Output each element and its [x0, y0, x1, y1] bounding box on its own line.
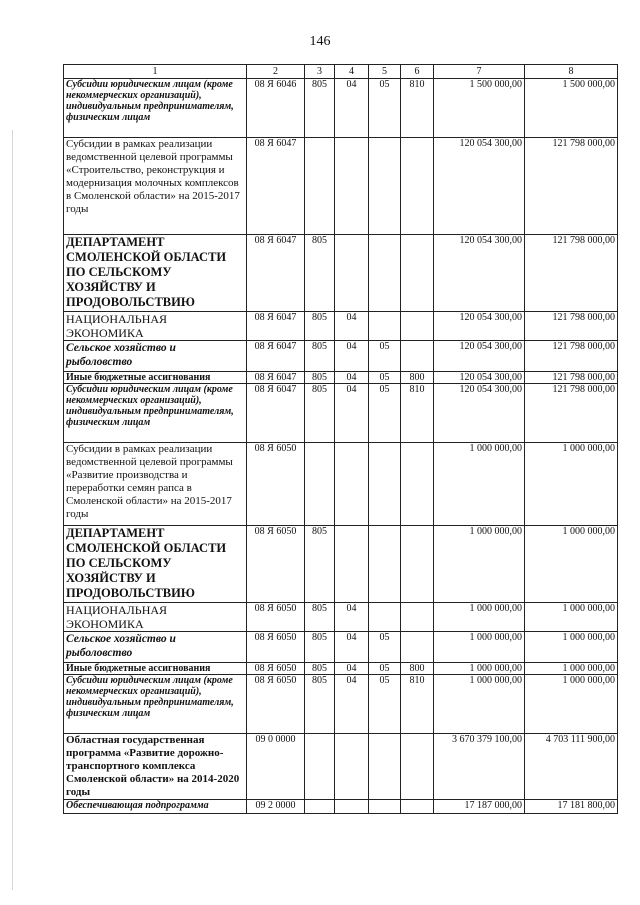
row-amount-2016-cell: 17 181 800,00 — [525, 800, 618, 814]
header-cell-4: 4 — [335, 65, 369, 79]
row-name-cell: Областная государственная программа «Развитие дорожно-транспортного комплекса Смоленской области» на 2014-2020 годы — [64, 734, 247, 800]
row-amount-2016-cell: 121 798 000,00 — [525, 372, 618, 384]
row-expense-type-cell — [401, 443, 434, 526]
row-expense-type-cell: 810 — [401, 384, 434, 443]
row-subsection-cell — [369, 235, 401, 312]
row-amount-2015-cell: 120 054 300,00 — [434, 235, 525, 312]
scan-margin-line — [12, 130, 13, 890]
row-expense-type-cell — [401, 800, 434, 814]
table-row — [64, 734, 618, 800]
table-row — [64, 384, 618, 443]
row-code-cell: 08 Я 6047 — [247, 138, 305, 235]
row-section-cell — [335, 443, 369, 526]
header-cell-7: 7 — [434, 65, 525, 79]
table-row — [64, 663, 618, 675]
row-code-cell: 08 Я 6050 — [247, 632, 305, 663]
row-subsection-cell — [369, 138, 401, 235]
row-amount-2016-cell: 1 000 000,00 — [525, 603, 618, 632]
row-code-cell: 08 Я 6047 — [247, 384, 305, 443]
row-section-cell: 04 — [335, 603, 369, 632]
header-cell-6: 6 — [401, 65, 434, 79]
row-subsection-cell: 05 — [369, 372, 401, 384]
row-name-cell: ДЕПАРТАМЕНТ СМОЛЕНСКОЙ ОБЛАСТИ ПО СЕЛЬСКОМУ ХОЗЯЙСТВУ И ПРОДОВОЛЬСТВИЮ — [64, 235, 247, 312]
row-subsection-cell: 05 — [369, 384, 401, 443]
row-subsection-cell: 05 — [369, 632, 401, 663]
row-expense-type-cell — [401, 235, 434, 312]
row-name-cell: Субсидии в рамках реализации ведомственной целевой программы «Строительство, реконструкция и модернизация молочных комплексов в Смоленской области» на 2015-2017 годы — [64, 138, 247, 235]
row-expense-type-cell: 810 — [401, 675, 434, 734]
row-section-cell — [335, 800, 369, 814]
row-code-cell: 08 Я 6050 — [247, 443, 305, 526]
table-row — [64, 79, 618, 138]
row-expense-type-cell: 800 — [401, 663, 434, 675]
row-name-cell: Субсидии юридическим лицам (кроме некоммерческих организаций), индивидуальным предпринимателям, физическим лицам — [64, 79, 247, 138]
row-amount-2015-cell: 3 670 379 100,00 — [434, 734, 525, 800]
row-amount-2015-cell: 120 054 300,00 — [434, 138, 525, 235]
table-row — [64, 372, 618, 384]
row-expense-type-cell — [401, 341, 434, 372]
header-cell-8: 8 — [525, 65, 618, 79]
header-cell-1: 1 — [64, 65, 247, 79]
row-section-cell: 04 — [335, 675, 369, 734]
table-header-row — [64, 65, 618, 79]
row-expense-type-cell — [401, 632, 434, 663]
row-amount-2016-cell: 1 500 000,00 — [525, 79, 618, 138]
row-amount-2016-cell: 121 798 000,00 — [525, 384, 618, 443]
row-expense-type-cell: 810 — [401, 79, 434, 138]
row-subsection-cell — [369, 734, 401, 800]
row-name-cell: НАЦИОНАЛЬНАЯ ЭКОНОМИКА — [64, 312, 247, 341]
row-subsection-cell — [369, 603, 401, 632]
row-ministry-cell: 805 — [305, 312, 335, 341]
row-section-cell: 04 — [335, 384, 369, 443]
table-row — [64, 632, 618, 663]
row-amount-2016-cell: 4 703 111 900,00 — [525, 734, 618, 800]
row-section-cell — [335, 235, 369, 312]
row-amount-2015-cell: 1 000 000,00 — [434, 632, 525, 663]
row-code-cell: 08 Я 6050 — [247, 675, 305, 734]
row-code-cell: 08 Я 6050 — [247, 603, 305, 632]
table-row — [64, 312, 618, 341]
row-ministry-cell: 805 — [305, 384, 335, 443]
row-subsection-cell — [369, 800, 401, 814]
header-cell-2: 2 — [247, 65, 305, 79]
row-code-cell: 08 Я 6046 — [247, 79, 305, 138]
row-section-cell: 04 — [335, 341, 369, 372]
row-amount-2016-cell: 121 798 000,00 — [525, 312, 618, 341]
table-row — [64, 235, 618, 312]
table-row — [64, 603, 618, 632]
row-name-cell: Иные бюджетные ассигнования — [64, 663, 247, 675]
row-name-cell: Сельское хозяйство и рыболовство — [64, 632, 247, 663]
header-cell-3: 3 — [305, 65, 335, 79]
row-section-cell: 04 — [335, 79, 369, 138]
row-ministry-cell — [305, 734, 335, 800]
row-name-cell: Обеспечивающая подпрограмма — [64, 800, 247, 814]
row-expense-type-cell — [401, 138, 434, 235]
row-ministry-cell: 805 — [305, 341, 335, 372]
row-expense-type-cell — [401, 603, 434, 632]
row-ministry-cell: 805 — [305, 675, 335, 734]
row-name-cell: Сельское хозяйство и рыболовство — [64, 341, 247, 372]
header-cell-5: 5 — [369, 65, 401, 79]
table-row — [64, 138, 618, 235]
row-code-cell: 08 Я 6047 — [247, 312, 305, 341]
row-name-cell: Иные бюджетные ассигнования — [64, 372, 247, 384]
row-name-cell: НАЦИОНАЛЬНАЯ ЭКОНОМИКА — [64, 603, 247, 632]
table-row — [64, 443, 618, 526]
row-name-cell: Субсидии в рамках реализации ведомственной целевой программы «Развитие производства и переработки семян рапса в Смоленской области» на 2015-2017 годы — [64, 443, 247, 526]
row-subsection-cell: 05 — [369, 675, 401, 734]
row-amount-2015-cell: 120 054 300,00 — [434, 312, 525, 341]
row-subsection-cell — [369, 443, 401, 526]
page-number: 146 — [309, 34, 331, 49]
row-amount-2015-cell: 1 000 000,00 — [434, 443, 525, 526]
row-code-cell: 08 Я 6047 — [247, 341, 305, 372]
row-amount-2015-cell: 120 054 300,00 — [434, 372, 525, 384]
row-ministry-cell — [305, 800, 335, 814]
row-amount-2016-cell: 1 000 000,00 — [525, 675, 618, 734]
row-section-cell: 04 — [335, 663, 369, 675]
row-amount-2015-cell: 1 000 000,00 — [434, 603, 525, 632]
table-row — [64, 526, 618, 603]
row-amount-2015-cell: 120 054 300,00 — [434, 341, 525, 372]
row-expense-type-cell — [401, 312, 434, 341]
row-name-cell: ДЕПАРТАМЕНТ СМОЛЕНСКОЙ ОБЛАСТИ ПО СЕЛЬСКОМУ ХОЗЯЙСТВУ И ПРОДОВОЛЬСТВИЮ — [64, 526, 247, 603]
row-code-cell: 09 0 0000 — [247, 734, 305, 800]
row-amount-2016-cell: 1 000 000,00 — [525, 632, 618, 663]
row-ministry-cell — [305, 138, 335, 235]
row-name-cell: Субсидии юридическим лицам (кроме некоммерческих организаций), индивидуальным предпринимателям, физическим лицам — [64, 384, 247, 443]
row-ministry-cell: 805 — [305, 526, 335, 603]
row-amount-2015-cell: 17 187 000,00 — [434, 800, 525, 814]
row-subsection-cell: 05 — [369, 663, 401, 675]
row-amount-2015-cell: 1 500 000,00 — [434, 79, 525, 138]
row-subsection-cell — [369, 312, 401, 341]
row-amount-2015-cell: 1 000 000,00 — [434, 675, 525, 734]
row-code-cell: 08 Я 6050 — [247, 663, 305, 675]
row-ministry-cell: 805 — [305, 79, 335, 138]
row-amount-2016-cell: 1 000 000,00 — [525, 663, 618, 675]
row-amount-2016-cell: 1 000 000,00 — [525, 443, 618, 526]
row-ministry-cell: 805 — [305, 372, 335, 384]
row-amount-2016-cell: 121 798 000,00 — [525, 138, 618, 235]
row-amount-2015-cell: 1 000 000,00 — [434, 663, 525, 675]
row-ministry-cell: 805 — [305, 603, 335, 632]
row-expense-type-cell — [401, 734, 434, 800]
row-code-cell: 08 Я 6050 — [247, 526, 305, 603]
row-code-cell: 08 Я 6047 — [247, 372, 305, 384]
row-subsection-cell: 05 — [369, 79, 401, 138]
budget-table — [63, 64, 618, 814]
row-ministry-cell — [305, 443, 335, 526]
row-amount-2015-cell: 1 000 000,00 — [434, 526, 525, 603]
row-name-cell: Субсидии юридическим лицам (кроме некоммерческих организаций), индивидуальным предпринимателям, физическим лицам — [64, 675, 247, 734]
row-subsection-cell — [369, 526, 401, 603]
row-expense-type-cell: 800 — [401, 372, 434, 384]
row-code-cell: 09 2 0000 — [247, 800, 305, 814]
row-section-cell — [335, 526, 369, 603]
row-section-cell — [335, 138, 369, 235]
row-section-cell: 04 — [335, 372, 369, 384]
row-subsection-cell: 05 — [369, 341, 401, 372]
table-row — [64, 341, 618, 372]
row-amount-2015-cell: 120 054 300,00 — [434, 384, 525, 443]
table-row — [64, 675, 618, 734]
row-code-cell: 08 Я 6047 — [247, 235, 305, 312]
row-ministry-cell: 805 — [305, 632, 335, 663]
row-section-cell: 04 — [335, 312, 369, 341]
table-row — [64, 800, 618, 814]
row-amount-2016-cell: 1 000 000,00 — [525, 526, 618, 603]
row-section-cell — [335, 734, 369, 800]
row-ministry-cell: 805 — [305, 235, 335, 312]
row-amount-2016-cell: 121 798 000,00 — [525, 235, 618, 312]
row-expense-type-cell — [401, 526, 434, 603]
row-amount-2016-cell: 121 798 000,00 — [525, 341, 618, 372]
row-section-cell: 04 — [335, 632, 369, 663]
row-ministry-cell: 805 — [305, 663, 335, 675]
